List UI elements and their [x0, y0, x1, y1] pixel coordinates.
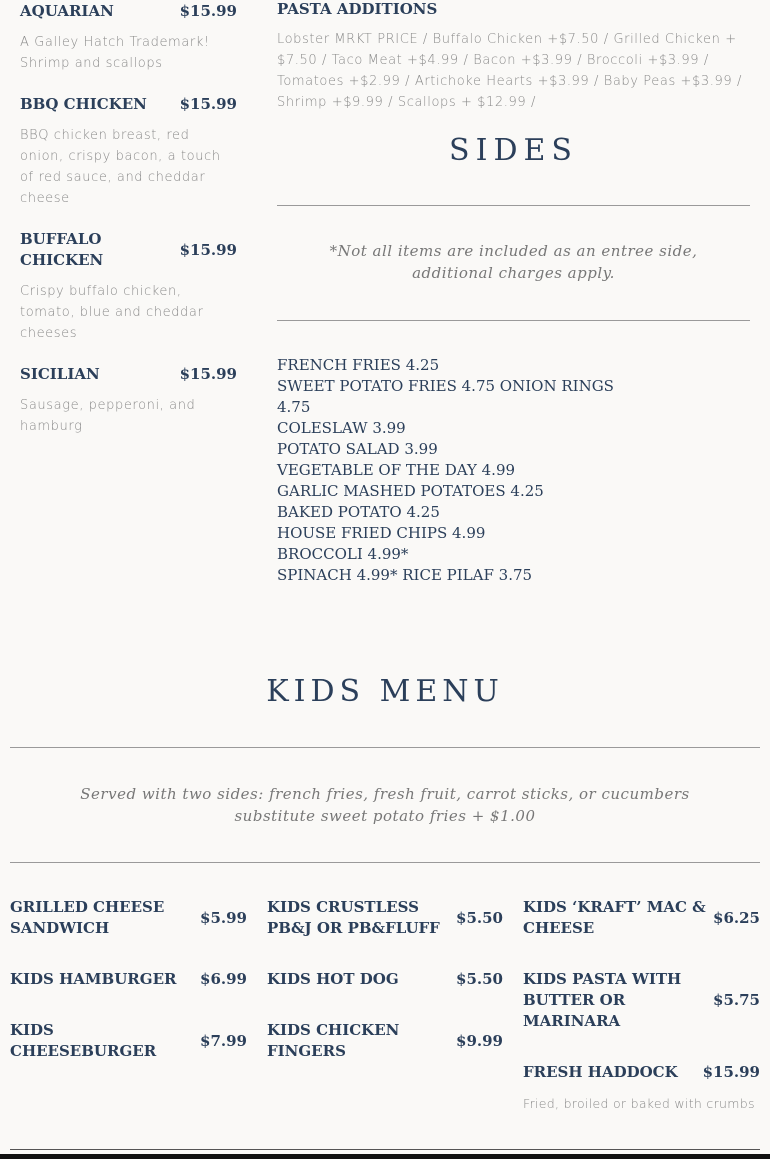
menu-item-bbq-chicken — [20, 94, 237, 209]
kids-item-hot-dog — [267, 969, 503, 990]
menu-item-aquarian — [20, 1, 237, 74]
kids-item-hamburger — [10, 969, 247, 990]
divider — [10, 747, 760, 748]
menu-item-price: $5.50 — [456, 908, 503, 927]
menu-item-description: Sausage, pepperoni, and hamburg — [20, 398, 196, 434]
menu-item-description: Crispy buffalo chicken, tomato, blue and cheddar cheeses — [20, 284, 204, 341]
kids-item-chicken-fingers — [267, 1020, 503, 1062]
menu-item-name: KIDS ‘KRAFT’ MAC & CHEESE — [523, 898, 706, 937]
menu-item-name: KIDS HOT DOG — [267, 970, 399, 988]
kids-item-cheeseburger — [10, 1020, 247, 1062]
side-item: FRENCH FRIES 4.25 — [277, 356, 440, 374]
kids-item-pasta — [523, 969, 760, 1032]
divider — [277, 205, 750, 206]
menu-item-sicilian — [20, 364, 237, 437]
side-item: SWEET POTATO FRIES 4.75 ONION RINGS — [277, 377, 614, 395]
divider — [10, 1149, 760, 1150]
side-item: SPINACH 4.99* RICE PILAF 3.75 — [277, 566, 533, 584]
pasta-additions — [277, 0, 750, 113]
menu-item-name: KIDS HAMBURGER — [10, 970, 177, 988]
menu-item-price: $5.75 — [713, 991, 760, 1009]
side-item: POTATO SALAD 3.99 — [277, 440, 438, 458]
kids-note — [0, 783, 770, 827]
menu-item-price: $5.50 — [456, 970, 503, 988]
menu-item-name: SICILIAN — [20, 365, 100, 383]
divider — [10, 862, 760, 863]
menu-item-buffalo-chicken — [20, 229, 237, 344]
menu-item-price: $15.99 — [702, 1063, 760, 1081]
side-item: GARLIC MASHED POTATOES 4.25 — [277, 482, 544, 500]
menu-item-name: KIDS CRUSTLESS PB&J OR PB&FLUFF — [267, 898, 440, 937]
menu-item-price: $5.99 — [200, 908, 247, 927]
kids-item-mac-cheese — [523, 897, 760, 939]
bottom-bar — [0, 1154, 770, 1159]
kids-item-grilled-cheese — [10, 897, 247, 939]
menu-item-name: GRILLED CHEESE SANDWICH — [10, 898, 165, 937]
kids-item-pbj — [267, 897, 503, 939]
menu-item-name: KIDS CHEESEBURGER — [10, 1021, 157, 1060]
menu-item-price: $9.99 — [456, 1031, 503, 1050]
menu-item-price: $6.99 — [200, 970, 247, 988]
side-item: BROCCOLI 4.99* — [277, 545, 409, 563]
side-item: HOUSE FRIED CHIPS 4.99 — [277, 524, 486, 542]
menu-item-price: $15.99 — [179, 365, 237, 383]
kids-item-haddock — [523, 1062, 760, 1114]
pasta-additions-list: Lobster MRKT PRICE / Buffalo Chicken +$7.50 / Grilled Chicken + $7.50 / Taco Meat +$4.99 / Bacon +$3.99 / Broccoli +$3.99 / Tomatoes +$2.99 / Artichoke Hearts +$3.99 / Baby Peas +$3.99 / Shrimp +$9.99 / Scallops + $12.99 / — [277, 32, 742, 110]
menu-item-description: A Galley Hatch Trademark! Shrimp and scallops — [20, 35, 210, 71]
kids-note-line: Served with two sides: french fries, fresh fruit, carrot sticks, or cucumbers — [80, 785, 690, 803]
side-item: COLESLAW 3.99 — [277, 419, 406, 437]
menu-item-price: $15.99 — [179, 2, 237, 20]
menu-item-price: $15.99 — [179, 240, 237, 259]
side-item: 4.75 — [277, 398, 311, 416]
divider — [277, 320, 750, 321]
side-item: BAKED POTATO 4.25 — [277, 503, 440, 521]
menu-item-name: FRESH HADDOCK — [523, 1063, 678, 1081]
menu-item-price: $6.25 — [713, 908, 760, 927]
pasta-additions-title: PASTA ADDITIONS — [277, 0, 438, 18]
menu-item-price: $7.99 — [200, 1031, 247, 1050]
menu-item-name: BBQ CHICKEN — [20, 95, 147, 113]
menu-item-name: AQUARIAN — [20, 2, 114, 20]
side-item: VEGETABLE OF THE DAY 4.99 — [277, 461, 516, 479]
kids-note-line: substitute sweet potato fries + $1.00 — [234, 807, 536, 825]
menu-item-name: BUFFALO CHICKEN — [20, 230, 104, 269]
menu-item-name: KIDS PASTA WITH BUTTER OR MARINARA — [523, 970, 682, 1030]
sides-note: *Not all items are included as an entree side, additional charges apply. — [329, 242, 698, 282]
menu-item-price: $15.99 — [179, 95, 237, 113]
kids-menu-title: KIDS MENU — [266, 674, 504, 709]
sides-title: SIDES — [449, 133, 578, 168]
menu-item-description: Fried, broiled or baked with crumbs — [523, 1096, 755, 1111]
menu-item-description: BBQ chicken breast, red onion, crispy bacon, a touch of red sauce, and cheddar cheese — [20, 128, 221, 206]
sides-list — [277, 355, 750, 586]
menu-item-name: KIDS CHICKEN FINGERS — [267, 1021, 400, 1060]
